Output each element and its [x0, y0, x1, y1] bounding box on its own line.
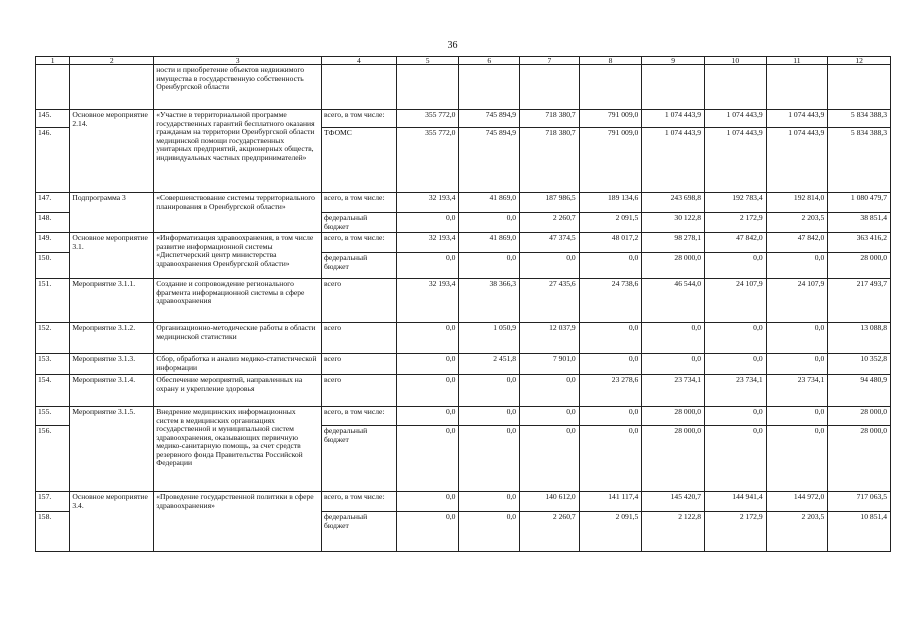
value-cell: 46 544,0: [642, 279, 705, 323]
table-row: [36, 375, 891, 407]
row-number-cell: 158.: [36, 512, 70, 552]
column-header: 5: [396, 57, 459, 65]
value-cell: 28 000,0: [828, 426, 891, 492]
row-number-cell: 152.: [36, 323, 70, 354]
value-cell: 47 842,0: [766, 233, 828, 253]
funding-source-cell: [322, 65, 397, 110]
value-cell: 0,0: [705, 253, 767, 279]
row-number-cell: 151.: [36, 279, 70, 323]
row-number-cell: 153.: [36, 354, 70, 375]
value-cell: 144 972,0: [766, 492, 828, 512]
value-cell: 1 050,9: [459, 323, 520, 354]
value-cell: 2 091,5: [579, 512, 642, 552]
value-cell: 28 000,0: [828, 407, 891, 426]
value-cell: 0,0: [579, 407, 642, 426]
column-header: 4: [322, 57, 397, 65]
value-cell: 355 772,0: [396, 128, 459, 193]
value-cell: 192 783,4: [705, 193, 767, 213]
value-cell: 145 420,7: [642, 492, 705, 512]
value-cell: 0,0: [520, 426, 580, 492]
item-description-cell: «Информатизация здравоохранения, в том числе развитие информационной системы «Диспетчерский центр министерства здравоохранения Оренбургской области»: [154, 233, 322, 279]
value-cell: 0,0: [459, 426, 520, 492]
table-row: [36, 110, 891, 128]
value-cell: 2 172,9: [705, 213, 767, 233]
item-name-cell: Мероприятие 3.1.3.: [70, 354, 154, 375]
value-cell: [579, 65, 642, 110]
item-name-cell: Мероприятие 3.1.2.: [70, 323, 154, 354]
funding-source-cell: ТФОМС: [322, 128, 397, 193]
value-cell: 24 738,6: [579, 279, 642, 323]
row-number-cell: 148.: [36, 213, 70, 233]
value-cell: [642, 65, 705, 110]
value-cell: 2 122,8: [642, 512, 705, 552]
item-description-cell: ности и приобретение объектов недвижимого имущества в государственную собственность Оренбургской области: [154, 65, 322, 110]
item-name-cell: Мероприятие 3.1.4.: [70, 375, 154, 407]
item-name-cell: Мероприятие 3.1.5.: [70, 407, 154, 492]
item-description-cell: Организационно-методические работы в области медицинской статистики: [154, 323, 322, 354]
value-cell: 12 037,9: [520, 323, 580, 354]
value-cell: 1 074 443,9: [705, 128, 767, 193]
value-cell: 24 107,9: [705, 279, 767, 323]
funding-source-cell: всего, в том числе:: [322, 233, 397, 253]
value-cell: 2 451,8: [459, 354, 520, 375]
column-header: 8: [579, 57, 642, 65]
item-description-cell: «Совершенствование системы территориального планирования в Оренбургской области»: [154, 193, 322, 233]
value-cell: 32 193,4: [396, 233, 459, 253]
value-cell: 0,0: [766, 426, 828, 492]
funding-source-cell: всего: [322, 279, 397, 323]
value-cell: 141 117,4: [579, 492, 642, 512]
value-cell: 2 203,5: [766, 512, 828, 552]
value-cell: 13 088,8: [828, 323, 891, 354]
column-header: 10: [705, 57, 767, 65]
column-header: 2: [70, 57, 154, 65]
value-cell: [766, 65, 828, 110]
value-cell: 718 380,7: [520, 110, 580, 128]
header-row: [36, 57, 891, 65]
column-header: 9: [642, 57, 705, 65]
value-cell: 0,0: [396, 354, 459, 375]
row-number-cell: 146.: [36, 128, 70, 193]
value-cell: 0,0: [766, 407, 828, 426]
table-row: [36, 65, 891, 110]
funding-source-cell: федеральный бюджет: [322, 512, 397, 552]
value-cell: 98 278,1: [642, 233, 705, 253]
value-cell: 187 986,5: [520, 193, 580, 213]
value-cell: 1 080 479,7: [828, 193, 891, 213]
value-cell: 192 814,0: [766, 193, 828, 213]
value-cell: 23 734,1: [642, 375, 705, 407]
value-cell: 0,0: [642, 323, 705, 354]
value-cell: 1 074 443,9: [705, 110, 767, 128]
value-cell: 0,0: [459, 253, 520, 279]
item-description-cell: Обеспечение мероприятий, направленных на охрану и укрепление здоровья: [154, 375, 322, 407]
value-cell: 718 380,7: [520, 128, 580, 193]
funding-source-cell: всего: [322, 354, 397, 375]
item-name-cell: Основное мероприятие 3.1.: [70, 233, 154, 279]
value-cell: 1 074 443,9: [766, 128, 828, 193]
item-name-cell: Основное мероприятие 2.14.: [70, 110, 154, 193]
table-row: [36, 323, 891, 354]
column-header: 7: [520, 57, 580, 65]
funding-source-cell: всего, в том числе:: [322, 407, 397, 426]
value-cell: [396, 65, 459, 110]
value-cell: 10 851,4: [828, 512, 891, 552]
column-header: 12: [828, 57, 891, 65]
item-description-cell: Внедрение медицинских информационных систем в медицинских организациях государственной и муниципальной систем здравоохранения, оказывающих первичную медико-санитарную помощь, за счет средств резервного фонда Правительства Российской Федерации: [154, 407, 322, 492]
value-cell: 2 091,5: [579, 213, 642, 233]
value-cell: 791 009,0: [579, 110, 642, 128]
value-cell: 47 842,0: [705, 233, 767, 253]
value-cell: 0,0: [396, 323, 459, 354]
value-cell: 0,0: [396, 426, 459, 492]
item-description-cell: Сбор, обработка и анализ медико-статистической информации: [154, 354, 322, 375]
value-cell: 0,0: [579, 253, 642, 279]
funding-source-cell: всего, в том числе:: [322, 492, 397, 512]
value-cell: 23 278,6: [579, 375, 642, 407]
value-cell: [828, 65, 891, 110]
funding-source-cell: федеральный бюджет: [322, 213, 397, 233]
value-cell: 38 366,3: [459, 279, 520, 323]
value-cell: 47 374,5: [520, 233, 580, 253]
value-cell: 791 009,0: [579, 128, 642, 193]
item-description-cell: «Проведение государственной политики в сфере здравоохранения»: [154, 492, 322, 552]
funding-source-cell: всего: [322, 375, 397, 407]
value-cell: 7 901,0: [520, 354, 580, 375]
value-cell: 355 772,0: [396, 110, 459, 128]
value-cell: 24 107,9: [766, 279, 828, 323]
value-cell: 23 734,1: [766, 375, 828, 407]
value-cell: 27 435,6: [520, 279, 580, 323]
value-cell: 717 063,5: [828, 492, 891, 512]
value-cell: 0,0: [396, 492, 459, 512]
row-number-cell: 157.: [36, 492, 70, 512]
value-cell: [705, 65, 767, 110]
item-name-cell: [70, 65, 154, 110]
value-cell: 41 869,0: [459, 233, 520, 253]
value-cell: 94 480,9: [828, 375, 891, 407]
value-cell: 0,0: [766, 354, 828, 375]
value-cell: 0,0: [396, 512, 459, 552]
value-cell: 32 193,4: [396, 279, 459, 323]
value-cell: 0,0: [705, 426, 767, 492]
table-row: [36, 354, 891, 375]
table-row: [36, 279, 891, 323]
value-cell: 189 134,6: [579, 193, 642, 213]
row-number-cell: 145.: [36, 110, 70, 128]
value-cell: 0,0: [459, 375, 520, 407]
value-cell: 140 612,0: [520, 492, 580, 512]
funding-source-cell: всего: [322, 323, 397, 354]
row-number-cell: 149.: [36, 233, 70, 253]
value-cell: 0,0: [396, 407, 459, 426]
value-cell: 23 734,1: [705, 375, 767, 407]
value-cell: 0,0: [459, 213, 520, 233]
value-cell: 48 017,2: [579, 233, 642, 253]
value-cell: 2 203,5: [766, 213, 828, 233]
column-header: 3: [154, 57, 322, 65]
item-name-cell: Подпрограмма 3: [70, 193, 154, 233]
row-number-cell: 154.: [36, 375, 70, 407]
value-cell: [459, 65, 520, 110]
value-cell: 0,0: [520, 253, 580, 279]
column-header: 11: [766, 57, 828, 65]
value-cell: 0,0: [766, 253, 828, 279]
column-header: 6: [459, 57, 520, 65]
value-cell: [520, 65, 580, 110]
value-cell: 0,0: [642, 354, 705, 375]
value-cell: 0,0: [705, 323, 767, 354]
funding-source-cell: всего, в том числе:: [322, 110, 397, 128]
table-row: [36, 193, 891, 213]
value-cell: 0,0: [396, 375, 459, 407]
value-cell: 2 172,9: [705, 512, 767, 552]
value-cell: 0,0: [766, 323, 828, 354]
page-number: 36: [447, 40, 458, 51]
value-cell: 0,0: [520, 375, 580, 407]
value-cell: 0,0: [579, 323, 642, 354]
value-cell: 41 869,0: [459, 193, 520, 213]
value-cell: 0,0: [520, 407, 580, 426]
value-cell: 0,0: [459, 492, 520, 512]
value-cell: 745 894,9: [459, 110, 520, 128]
value-cell: 28 000,0: [642, 407, 705, 426]
program-funding-table: [35, 56, 891, 552]
row-number-cell: 155.: [36, 407, 70, 426]
value-cell: 30 122,8: [642, 213, 705, 233]
value-cell: 38 851,4: [828, 213, 891, 233]
value-cell: 0,0: [396, 213, 459, 233]
value-cell: 217 493,7: [828, 279, 891, 323]
value-cell: 745 894,9: [459, 128, 520, 193]
value-cell: 28 000,0: [642, 426, 705, 492]
value-cell: 5 834 388,3: [828, 128, 891, 193]
value-cell: 2 260,7: [520, 213, 580, 233]
column-header: 1: [36, 57, 70, 65]
funding-source-cell: всего, в том числе:: [322, 193, 397, 213]
value-cell: 28 000,0: [642, 253, 705, 279]
value-cell: 144 941,4: [705, 492, 767, 512]
row-number-cell: 150.: [36, 253, 70, 279]
table-row: [36, 492, 891, 512]
value-cell: 0,0: [705, 407, 767, 426]
value-cell: 1 074 443,9: [642, 128, 705, 193]
value-cell: 2 260,7: [520, 512, 580, 552]
table-row: [36, 407, 891, 426]
value-cell: 32 193,4: [396, 193, 459, 213]
value-cell: 0,0: [459, 407, 520, 426]
value-cell: 0,0: [579, 354, 642, 375]
value-cell: 243 698,8: [642, 193, 705, 213]
value-cell: 1 074 443,9: [642, 110, 705, 128]
item-name-cell: Мероприятие 3.1.1.: [70, 279, 154, 323]
value-cell: 1 074 443,9: [766, 110, 828, 128]
value-cell: 0,0: [579, 426, 642, 492]
item-description-cell: Создание и сопровождение регионального фрагмента информационной системы в сфере здравоохранения: [154, 279, 322, 323]
item-description-cell: «Участие в территориальной программе государственных гарантий бесплатного оказания гражданам на территории Оренбургской области медицинской помощи государственных унитарных предприятий, акционерных обществ, индивидуальных частных предпринимателей»: [154, 110, 322, 193]
value-cell: 0,0: [705, 354, 767, 375]
row-number-cell: 147.: [36, 193, 70, 213]
funding-source-cell: федеральный бюджет: [322, 253, 397, 279]
item-name-cell: Основное мероприятие 3.4.: [70, 492, 154, 552]
value-cell: 363 416,2: [828, 233, 891, 253]
funding-source-cell: федеральный бюджет: [322, 426, 397, 492]
value-cell: 0,0: [459, 512, 520, 552]
row-number-cell: [36, 65, 70, 110]
row-number-cell: 156.: [36, 426, 70, 492]
value-cell: 10 352,8: [828, 354, 891, 375]
value-cell: 5 834 388,3: [828, 110, 891, 128]
table-row: [36, 233, 891, 253]
value-cell: 28 000,0: [828, 253, 891, 279]
value-cell: 0,0: [396, 253, 459, 279]
